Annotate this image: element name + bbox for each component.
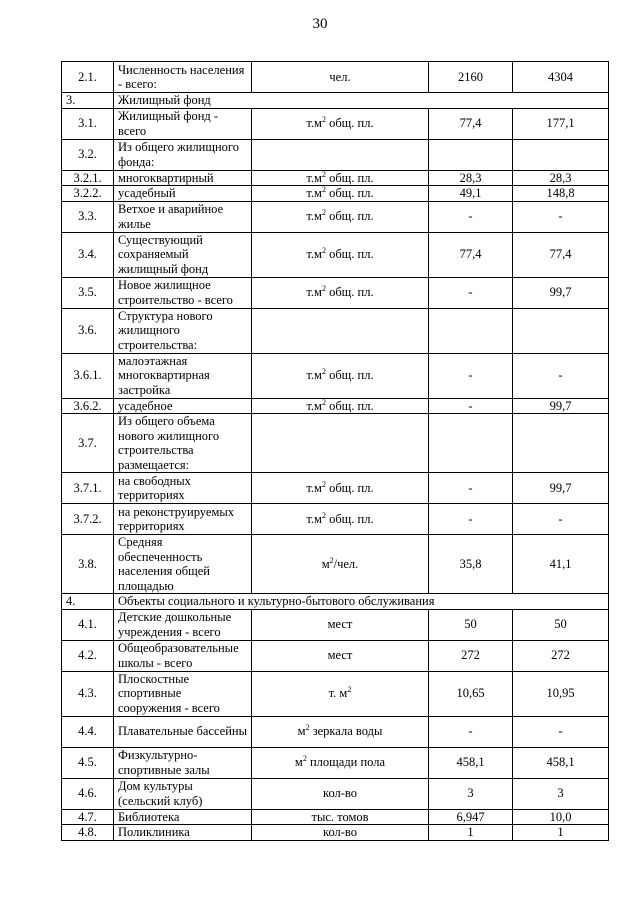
row-number: 3.7.2. xyxy=(62,504,114,535)
value-current xyxy=(429,414,513,473)
table-row xyxy=(62,716,609,747)
value-projected: - xyxy=(513,716,609,747)
row-number: 2.1. xyxy=(62,62,114,93)
value-current xyxy=(429,308,513,353)
table-row xyxy=(62,504,609,535)
unit-cell: $т.м^2$ общ. пл. xyxy=(252,170,429,186)
row-number: 4.4. xyxy=(62,716,114,747)
unit-cell: $т.м^2$ общ. пл. xyxy=(252,232,429,277)
table-row xyxy=(62,353,609,398)
indicator-name: на реконструируемых территориях xyxy=(114,504,252,535)
unit-cell xyxy=(252,414,429,473)
value-current xyxy=(429,139,513,170)
superscript-two: 2 xyxy=(305,723,310,733)
value-current: - xyxy=(429,201,513,232)
page-number: 30 xyxy=(312,16,328,32)
indicator-name: Из общего объема нового жилищного строительства размещается: xyxy=(114,414,252,473)
indicator-name: Общеобразовательные школы - всего xyxy=(114,640,252,671)
unit-cell: тыс. томов xyxy=(252,809,429,825)
table-row xyxy=(62,108,609,139)
value-projected: 177,1 xyxy=(513,108,609,139)
value-projected: 99,7 xyxy=(513,473,609,504)
value-current: 50 xyxy=(429,609,513,640)
indicator-name: малоэтажная многоквартирная застройка xyxy=(114,353,252,398)
value-projected: 4304 xyxy=(513,62,609,93)
row-number: 3.7.1. xyxy=(62,473,114,504)
value-current: 2160 xyxy=(429,62,513,93)
table-row xyxy=(62,308,609,353)
row-number: 3.2. xyxy=(62,139,114,170)
unit-cell: кол-во xyxy=(252,825,429,841)
indicator-name: многоквартирный xyxy=(114,170,252,186)
indicator-name: Плоскостные спортивные сооружения - всего xyxy=(114,671,252,716)
indicator-name: на свободных территориях xyxy=(114,473,252,504)
row-number: 3.8. xyxy=(62,535,114,594)
unit-cell: кол-во xyxy=(252,778,429,809)
superscript-two: 2 xyxy=(321,246,326,256)
indicator-name: Средняя обеспеченность населения общей площадью xyxy=(114,535,252,594)
indicator-name: усадебный xyxy=(114,186,252,202)
indicator-name: Физкультурно-спортивные залы xyxy=(114,747,252,778)
value-current: 3 xyxy=(429,778,513,809)
value-current: - xyxy=(429,473,513,504)
value-projected: - xyxy=(513,504,609,535)
indicator-name: Плавательные бассейны xyxy=(114,716,252,747)
indicator-name: Структура нового жилищного строительства: xyxy=(114,308,252,353)
superscript-two: 2 xyxy=(321,367,326,377)
unit-cell: $т.м^2$ общ. пл. xyxy=(252,277,429,308)
value-current: 1 xyxy=(429,825,513,841)
section-row xyxy=(62,93,609,109)
value-current: 77,4 xyxy=(429,232,513,277)
section-number: 4. xyxy=(62,594,114,610)
indicator-name: Поликлиника xyxy=(114,825,252,841)
unit-cell: т. $м^2$ xyxy=(252,671,429,716)
value-projected: 41,1 xyxy=(513,535,609,594)
value-current: - xyxy=(429,277,513,308)
indicator-name: Существующий сохраняемый жилищный фонд xyxy=(114,232,252,277)
superscript-two: 2 xyxy=(321,169,326,179)
value-projected: 99,7 xyxy=(513,277,609,308)
row-number: 3.2.1. xyxy=(62,170,114,186)
value-current: - xyxy=(429,716,513,747)
indicator-name: усадебное xyxy=(114,398,252,414)
value-projected: 272 xyxy=(513,640,609,671)
unit-cell: чел. xyxy=(252,62,429,93)
value-projected: 28,3 xyxy=(513,170,609,186)
value-current: 10,65 xyxy=(429,671,513,716)
unit-cell xyxy=(252,308,429,353)
row-number: 3.6.1. xyxy=(62,353,114,398)
superscript-two: 2 xyxy=(347,685,352,695)
indicator-name: Библиотека xyxy=(114,809,252,825)
unit-cell: $т.м^2$ общ. пл. xyxy=(252,473,429,504)
section-number: 3. xyxy=(62,93,114,109)
superscript-two: 2 xyxy=(321,184,326,194)
table-row xyxy=(62,414,609,473)
indicator-name: Численность населения - всего: xyxy=(114,62,252,93)
superscript-two: 2 xyxy=(321,115,326,125)
value-projected: 50 xyxy=(513,609,609,640)
indicator-name: Ветхое и аварийное жилье xyxy=(114,201,252,232)
unit-cell: $т.м^2$ общ. пл. xyxy=(252,201,429,232)
indicator-name: Из общего жилищного фонда: xyxy=(114,139,252,170)
unit-cell: мест xyxy=(252,609,429,640)
value-current: 49,1 xyxy=(429,186,513,202)
value-projected: 148,8 xyxy=(513,186,609,202)
value-projected: - xyxy=(513,353,609,398)
indicator-name: Детские дошкольные учреждения - всего xyxy=(114,609,252,640)
value-current: 35,8 xyxy=(429,535,513,594)
table-row xyxy=(62,170,609,186)
unit-cell: $м^2$ зеркала воды xyxy=(252,716,429,747)
table-row xyxy=(62,671,609,716)
value-projected xyxy=(513,414,609,473)
superscript-two: 2 xyxy=(321,479,326,489)
value-projected: 458,1 xyxy=(513,747,609,778)
section-row xyxy=(62,594,609,610)
value-projected: 99,7 xyxy=(513,398,609,414)
superscript-two: 2 xyxy=(321,284,326,294)
value-projected xyxy=(513,139,609,170)
table-row xyxy=(62,139,609,170)
table-row xyxy=(62,473,609,504)
table-row xyxy=(62,398,609,414)
value-projected: 10,95 xyxy=(513,671,609,716)
table-row xyxy=(62,277,609,308)
row-number: 3.6. xyxy=(62,308,114,353)
value-current: - xyxy=(429,504,513,535)
row-number: 3.1. xyxy=(62,108,114,139)
table-row xyxy=(62,747,609,778)
indicators-table xyxy=(61,61,609,841)
value-projected: - xyxy=(513,201,609,232)
value-projected: 3 xyxy=(513,778,609,809)
table-row xyxy=(62,809,609,825)
indicator-name: Новое жилищное строительство - всего xyxy=(114,277,252,308)
row-number: 4.1. xyxy=(62,609,114,640)
value-projected: 1 xyxy=(513,825,609,841)
section-title: Жилищный фонд xyxy=(114,93,609,109)
value-current: - xyxy=(429,398,513,414)
value-current: 77,4 xyxy=(429,108,513,139)
table-row xyxy=(62,535,609,594)
row-number: 4.3. xyxy=(62,671,114,716)
row-number: 3.7. xyxy=(62,414,114,473)
value-current: 458,1 xyxy=(429,747,513,778)
value-projected xyxy=(513,308,609,353)
table-row xyxy=(62,825,609,841)
unit-cell: $т.м^2$ общ. пл. xyxy=(252,398,429,414)
unit-cell: $м^2$ площади пола xyxy=(252,747,429,778)
table-row xyxy=(62,232,609,277)
section-title: Объекты социального и культурно-бытового обслуживания xyxy=(114,594,609,610)
row-number: 4.5. xyxy=(62,747,114,778)
superscript-two: 2 xyxy=(329,555,334,565)
value-current: - xyxy=(429,353,513,398)
row-number: 3.6.2. xyxy=(62,398,114,414)
table-row xyxy=(62,62,609,93)
indicators-table-body xyxy=(62,62,609,841)
unit-cell: $т.м^2$ общ. пл. xyxy=(252,108,429,139)
unit-cell: $т.м^2$ общ. пл. xyxy=(252,504,429,535)
row-number: 4.8. xyxy=(62,825,114,841)
value-projected: 77,4 xyxy=(513,232,609,277)
row-number: 3.2.2. xyxy=(62,186,114,202)
unit-cell: $м^2$/чел. xyxy=(252,535,429,594)
table-row xyxy=(62,640,609,671)
unit-cell: мест xyxy=(252,640,429,671)
row-number: 4.2. xyxy=(62,640,114,671)
row-number: 3.5. xyxy=(62,277,114,308)
row-number: 4.6. xyxy=(62,778,114,809)
row-number: 4.7. xyxy=(62,809,114,825)
value-current: 272 xyxy=(429,640,513,671)
indicator-name: Дом культуры (сельский клуб) xyxy=(114,778,252,809)
unit-cell: $т.м^2$ общ. пл. xyxy=(252,186,429,202)
table-row xyxy=(62,609,609,640)
row-number: 3.3. xyxy=(62,201,114,232)
superscript-two: 2 xyxy=(321,510,326,520)
table-row xyxy=(62,778,609,809)
row-number: 3.4. xyxy=(62,232,114,277)
superscript-two: 2 xyxy=(302,754,307,764)
value-projected: 10,0 xyxy=(513,809,609,825)
value-current: 28,3 xyxy=(429,170,513,186)
table-row xyxy=(62,186,609,202)
indicator-name: Жилищный фонд - всего xyxy=(114,108,252,139)
superscript-two: 2 xyxy=(321,208,326,218)
unit-cell: $т.м^2$ общ. пл. xyxy=(252,353,429,398)
superscript-two: 2 xyxy=(321,397,326,407)
table-row xyxy=(62,201,609,232)
value-current: 6,947 xyxy=(429,809,513,825)
unit-cell xyxy=(252,139,429,170)
